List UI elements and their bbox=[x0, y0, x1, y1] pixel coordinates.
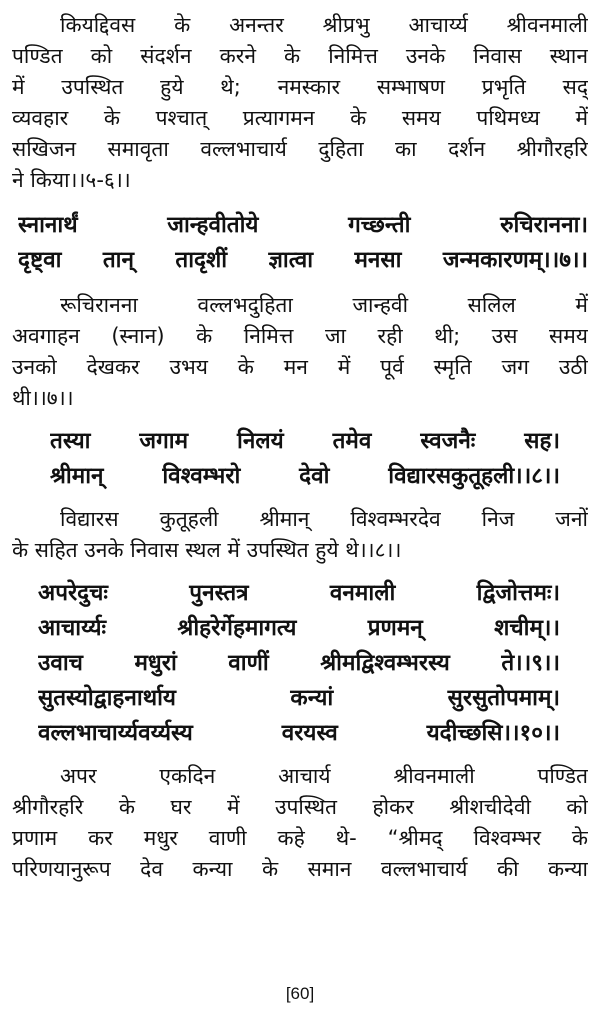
prose-line: विद्यारस कुतूहली श्रीमान् विश्वम्भरदेव निज जनों bbox=[60, 507, 588, 531]
prose-paragraph-2 bbox=[12, 290, 588, 414]
verse-line: अपरेदुचः पुनस्तत्र वनमाली द्विजोत्तमः। bbox=[38, 580, 560, 606]
verse-line: वल्लभाचार्य्यवर्य्यस्य वरयस्व यदीच्छसि।।१०।। bbox=[38, 720, 560, 746]
prose-line: में उपस्थित हुये थे; नमस्कार सम्भाषण प्रभृति सद् bbox=[12, 75, 588, 99]
prose-paragraph-1 bbox=[12, 10, 588, 196]
prose-line: प्रणाम कर मधुर वाणी कहे थे- “श्रीमद् विश्वम्भर के bbox=[12, 826, 588, 850]
sanskrit-verse-1 bbox=[12, 208, 588, 278]
verse-line: तस्या जगाम निलयं तमेव स्वजनैः सह। bbox=[50, 428, 560, 454]
page-content bbox=[12, 4, 588, 885]
sanskrit-verse-2 bbox=[12, 424, 588, 494]
prose-line: पण्डित को संदर्शन करने के निमित्त उनके निवास स्थान bbox=[12, 44, 588, 68]
verse-line: उवाच मधुरां वाणीं श्रीमद्विश्वम्भरस्य ते।।९।। bbox=[38, 650, 560, 676]
verse-line: स्नानार्थं जान्हवीतोये गच्छन्ती रुचिरानना। bbox=[18, 212, 588, 238]
verse-line: श्रीमान् विश्वम्भरो देवो विद्यारसकुतूहली।।८।। bbox=[50, 463, 560, 489]
prose-line: थी।।७।। bbox=[12, 386, 74, 410]
prose-line: उनको देखकर उभय के मन में पूर्व स्मृति जग उठी bbox=[12, 355, 588, 379]
prose-line: के सहित उनके निवास स्थल में उपस्थित हुये थे।।८।। bbox=[12, 538, 402, 562]
prose-line: अवगाहन (स्नान) के निमित्त जा रही थी; उस समय bbox=[12, 324, 588, 348]
prose-line: सखिजन समावृता वल्लभाचार्य दुहिता का दर्शन श्रीगौरहरि bbox=[12, 137, 588, 161]
prose-line: ने किया।।५-६।। bbox=[12, 168, 131, 192]
prose-line: कियद्दिवस के अनन्तर श्रीप्रभु आचार्य्य श्रीवनमाली bbox=[60, 13, 588, 37]
prose-line: अपर एकदिन आचार्य श्रीवनमाली पण्डित bbox=[60, 764, 588, 788]
prose-paragraph-3 bbox=[12, 504, 588, 566]
prose-line: व्यवहार के पश्चात् प्रत्यागमन के समय पथिमध्य में bbox=[12, 106, 588, 130]
sanskrit-verse-3 bbox=[12, 576, 588, 751]
verse-line: सुतस्योद्वाहनार्थाय कन्यां सुरसुतोपमाम्। bbox=[38, 685, 560, 711]
prose-line: रूचिरानना वल्लभदुहिता जान्हवी सलिल में bbox=[60, 293, 588, 317]
page-number: [60] bbox=[285, 984, 315, 1003]
prose-line: श्रीगौरहरि के घर में उपस्थित होकर श्रीशचीदेवी को bbox=[12, 795, 588, 819]
prose-paragraph-4 bbox=[12, 761, 588, 885]
verse-line: आचार्य्यः श्रीहरेर्गेहमागत्य प्रणमन् शचीम्।। bbox=[38, 615, 560, 641]
verse-line: दृष्ट्वा तान् तादृशीं ज्ञात्वा मनसा जन्मकारणम्।।७।। bbox=[18, 247, 588, 273]
prose-line: परिणयानुरूप देव कन्या के समान वल्लभाचार्य की कन्या bbox=[12, 857, 588, 881]
